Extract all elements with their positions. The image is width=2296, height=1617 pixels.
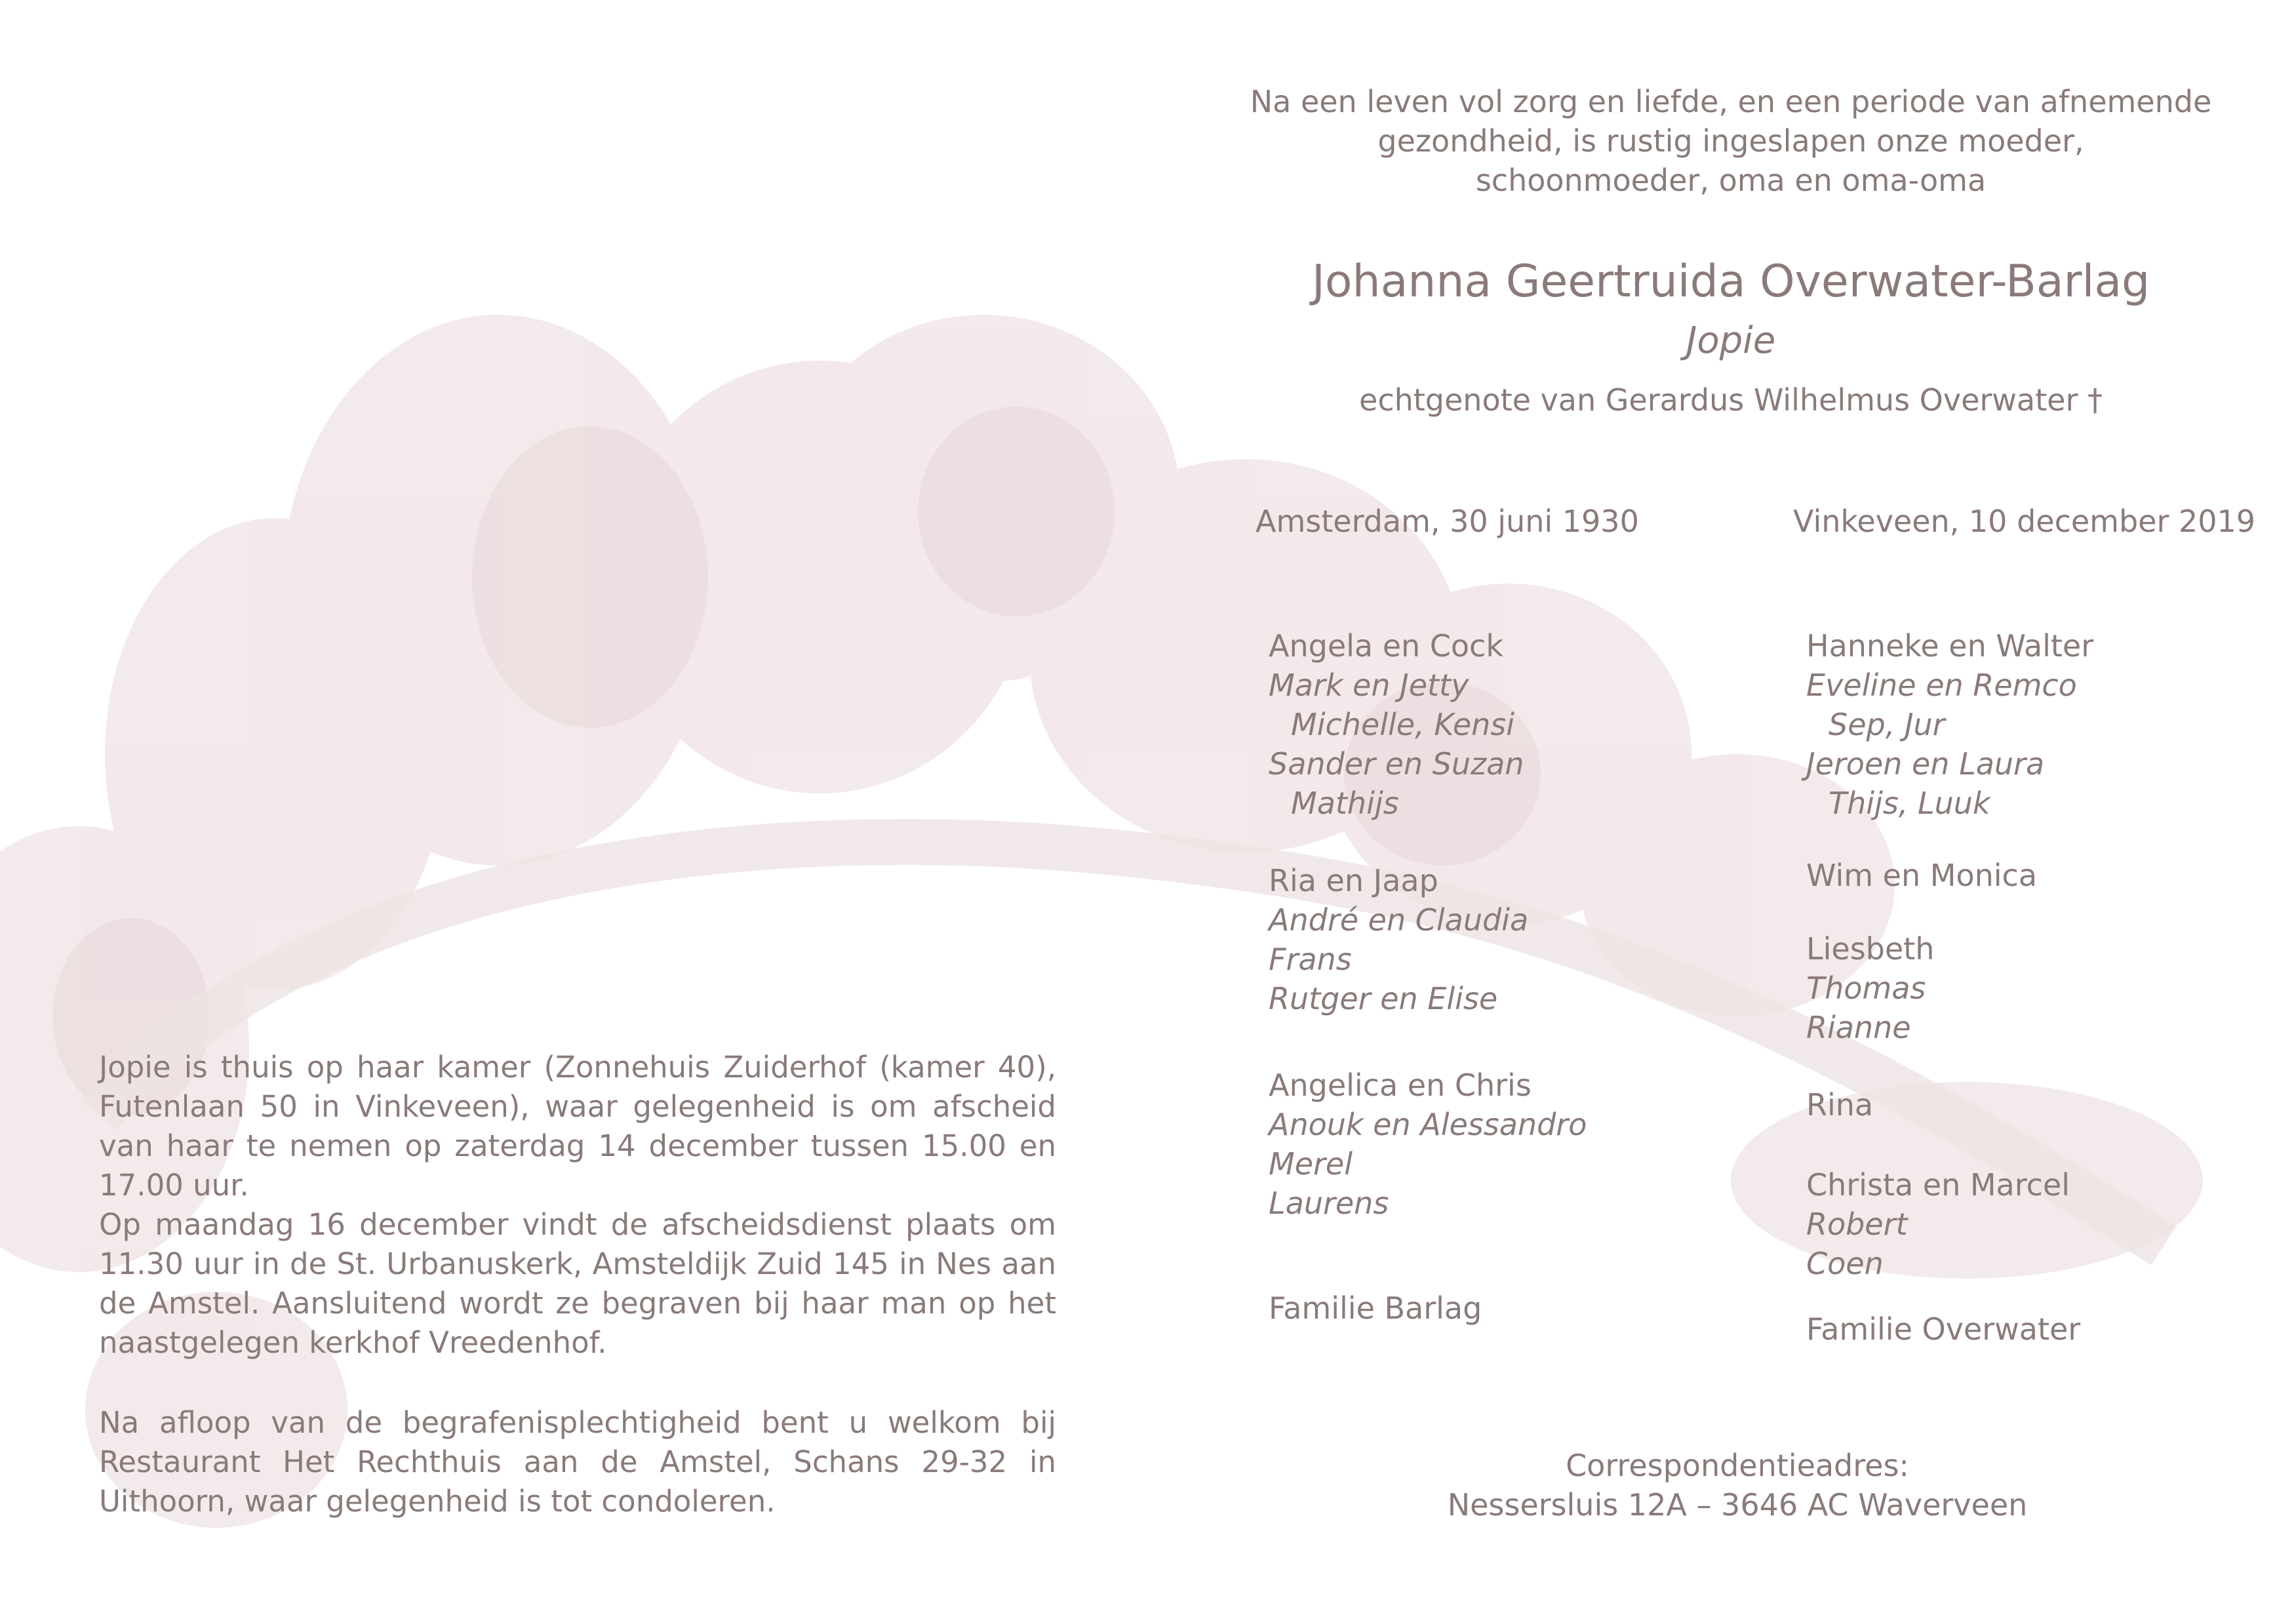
family-group — [1806, 856, 2093, 895]
family-group — [1269, 626, 1587, 823]
family-member: Thijs, Luuk — [1829, 786, 1990, 821]
family-column-right — [1806, 626, 2093, 1349]
family-head: Familie Barlag — [1269, 1290, 1482, 1326]
family-member: Rianne — [1806, 1010, 1911, 1045]
family-group — [1806, 1085, 2093, 1125]
family-group — [1269, 1288, 1587, 1328]
family-group — [1269, 861, 1587, 1018]
family-member: Jeroen en Laura — [1806, 746, 2045, 782]
family-head: Angela en Cock — [1269, 628, 1503, 664]
family-member: André en Claudia — [1269, 902, 1529, 938]
nickname: Jopie — [1686, 319, 1776, 362]
family-member: Anouk en Alessandro — [1269, 1107, 1587, 1142]
deceased-name: Johanna Geertruida Overwater-Barlag — [1311, 256, 2150, 308]
family-member: Merel — [1269, 1146, 1353, 1182]
family-member: Laurens — [1269, 1186, 1389, 1221]
family-member: Mathijs — [1291, 786, 1399, 821]
family-head: Hanneke en Walter — [1806, 628, 2094, 664]
intro-line: Na een leven vol zorg en liefde, en een periode van afnemende — [1250, 84, 2212, 119]
correspondence-label: Correspondentieadres: — [1566, 1448, 1909, 1483]
family-group — [1806, 1165, 2093, 1283]
intro-line: schoonmoeder, oma en oma-oma — [1475, 163, 1987, 198]
family-head: Wim en Monica — [1806, 858, 2038, 893]
family-group — [1269, 1066, 1587, 1223]
family-member: Michelle, Kensi — [1291, 707, 1515, 742]
family-head: Angelica en Chris — [1269, 1068, 1532, 1103]
family-head: Familie Overwater — [1806, 1311, 2081, 1347]
family-group — [1806, 1309, 2093, 1349]
correspondence-block — [1246, 1446, 2229, 1525]
family-head: Rina — [1806, 1087, 1874, 1123]
service-paragraph: Op maandag 16 december vindt de afscheidsdienst plaats om 11.30 uur in de St. Urbanuskerk, Amsteldijk Zuid 145 in Nes aan de Amstel. Aansluitend wordt ze begraven bij haar man op het naastgelegen kerkhof Vreedenhof. — [99, 1207, 1056, 1360]
family-head: Christa en Marcel — [1806, 1167, 2070, 1203]
death-date-place: Vinkeveen, 10 december 2019 — [1793, 504, 2256, 539]
family-member: Mark en Jetty — [1269, 668, 1469, 703]
family-member: Frans — [1269, 942, 1352, 977]
family-column-left — [1269, 626, 1587, 1328]
spouse-line: echtgenote van Gerardus Wilhelmus Overwater † — [1359, 382, 2103, 418]
reception-paragraph: Na afloop van de begrafenisplechtigheid bent u welkom bij Restaurant Het Rechthuis aan de Amstel, Schans 29-32 in Uithoorn, waar gelegenheid is tot condoleren. — [99, 1405, 1056, 1519]
family-head: Liesbeth — [1806, 931, 1935, 967]
intro-text — [1219, 82, 2242, 200]
family-member: Sander en Suzan — [1269, 746, 1524, 782]
family-member: Thomas — [1806, 970, 1926, 1006]
visitation-paragraph: Jopie is thuis op haar kamer (Zonnehuis Zuiderhof (kamer 40), Futenlaan 50 in Vinkeveen), waar gelegenheid is om afscheid van haar te nemen op zaterdag 14 december tussen 15.00 en 17.00 uur. — [99, 1050, 1056, 1203]
intro-line: gezondheid, is rustig ingeslapen onze moeder, — [1377, 123, 2084, 159]
family-head: Ria en Jaap — [1269, 863, 1438, 898]
family-member: Eveline en Remco — [1806, 668, 2077, 703]
family-member: Coen — [1806, 1246, 1884, 1281]
correspondence-address: Nessersluis 12A – 3646 AC Waverveen — [1447, 1487, 2028, 1523]
birth-date-place: Amsterdam, 30 juni 1930 — [1256, 504, 1639, 539]
family-group — [1806, 929, 2093, 1047]
family-member: Rutger en Elise — [1269, 981, 1498, 1016]
family-group — [1806, 626, 2093, 823]
family-member: Robert — [1806, 1207, 1908, 1242]
family-member: Sep, Jur — [1829, 707, 1945, 742]
